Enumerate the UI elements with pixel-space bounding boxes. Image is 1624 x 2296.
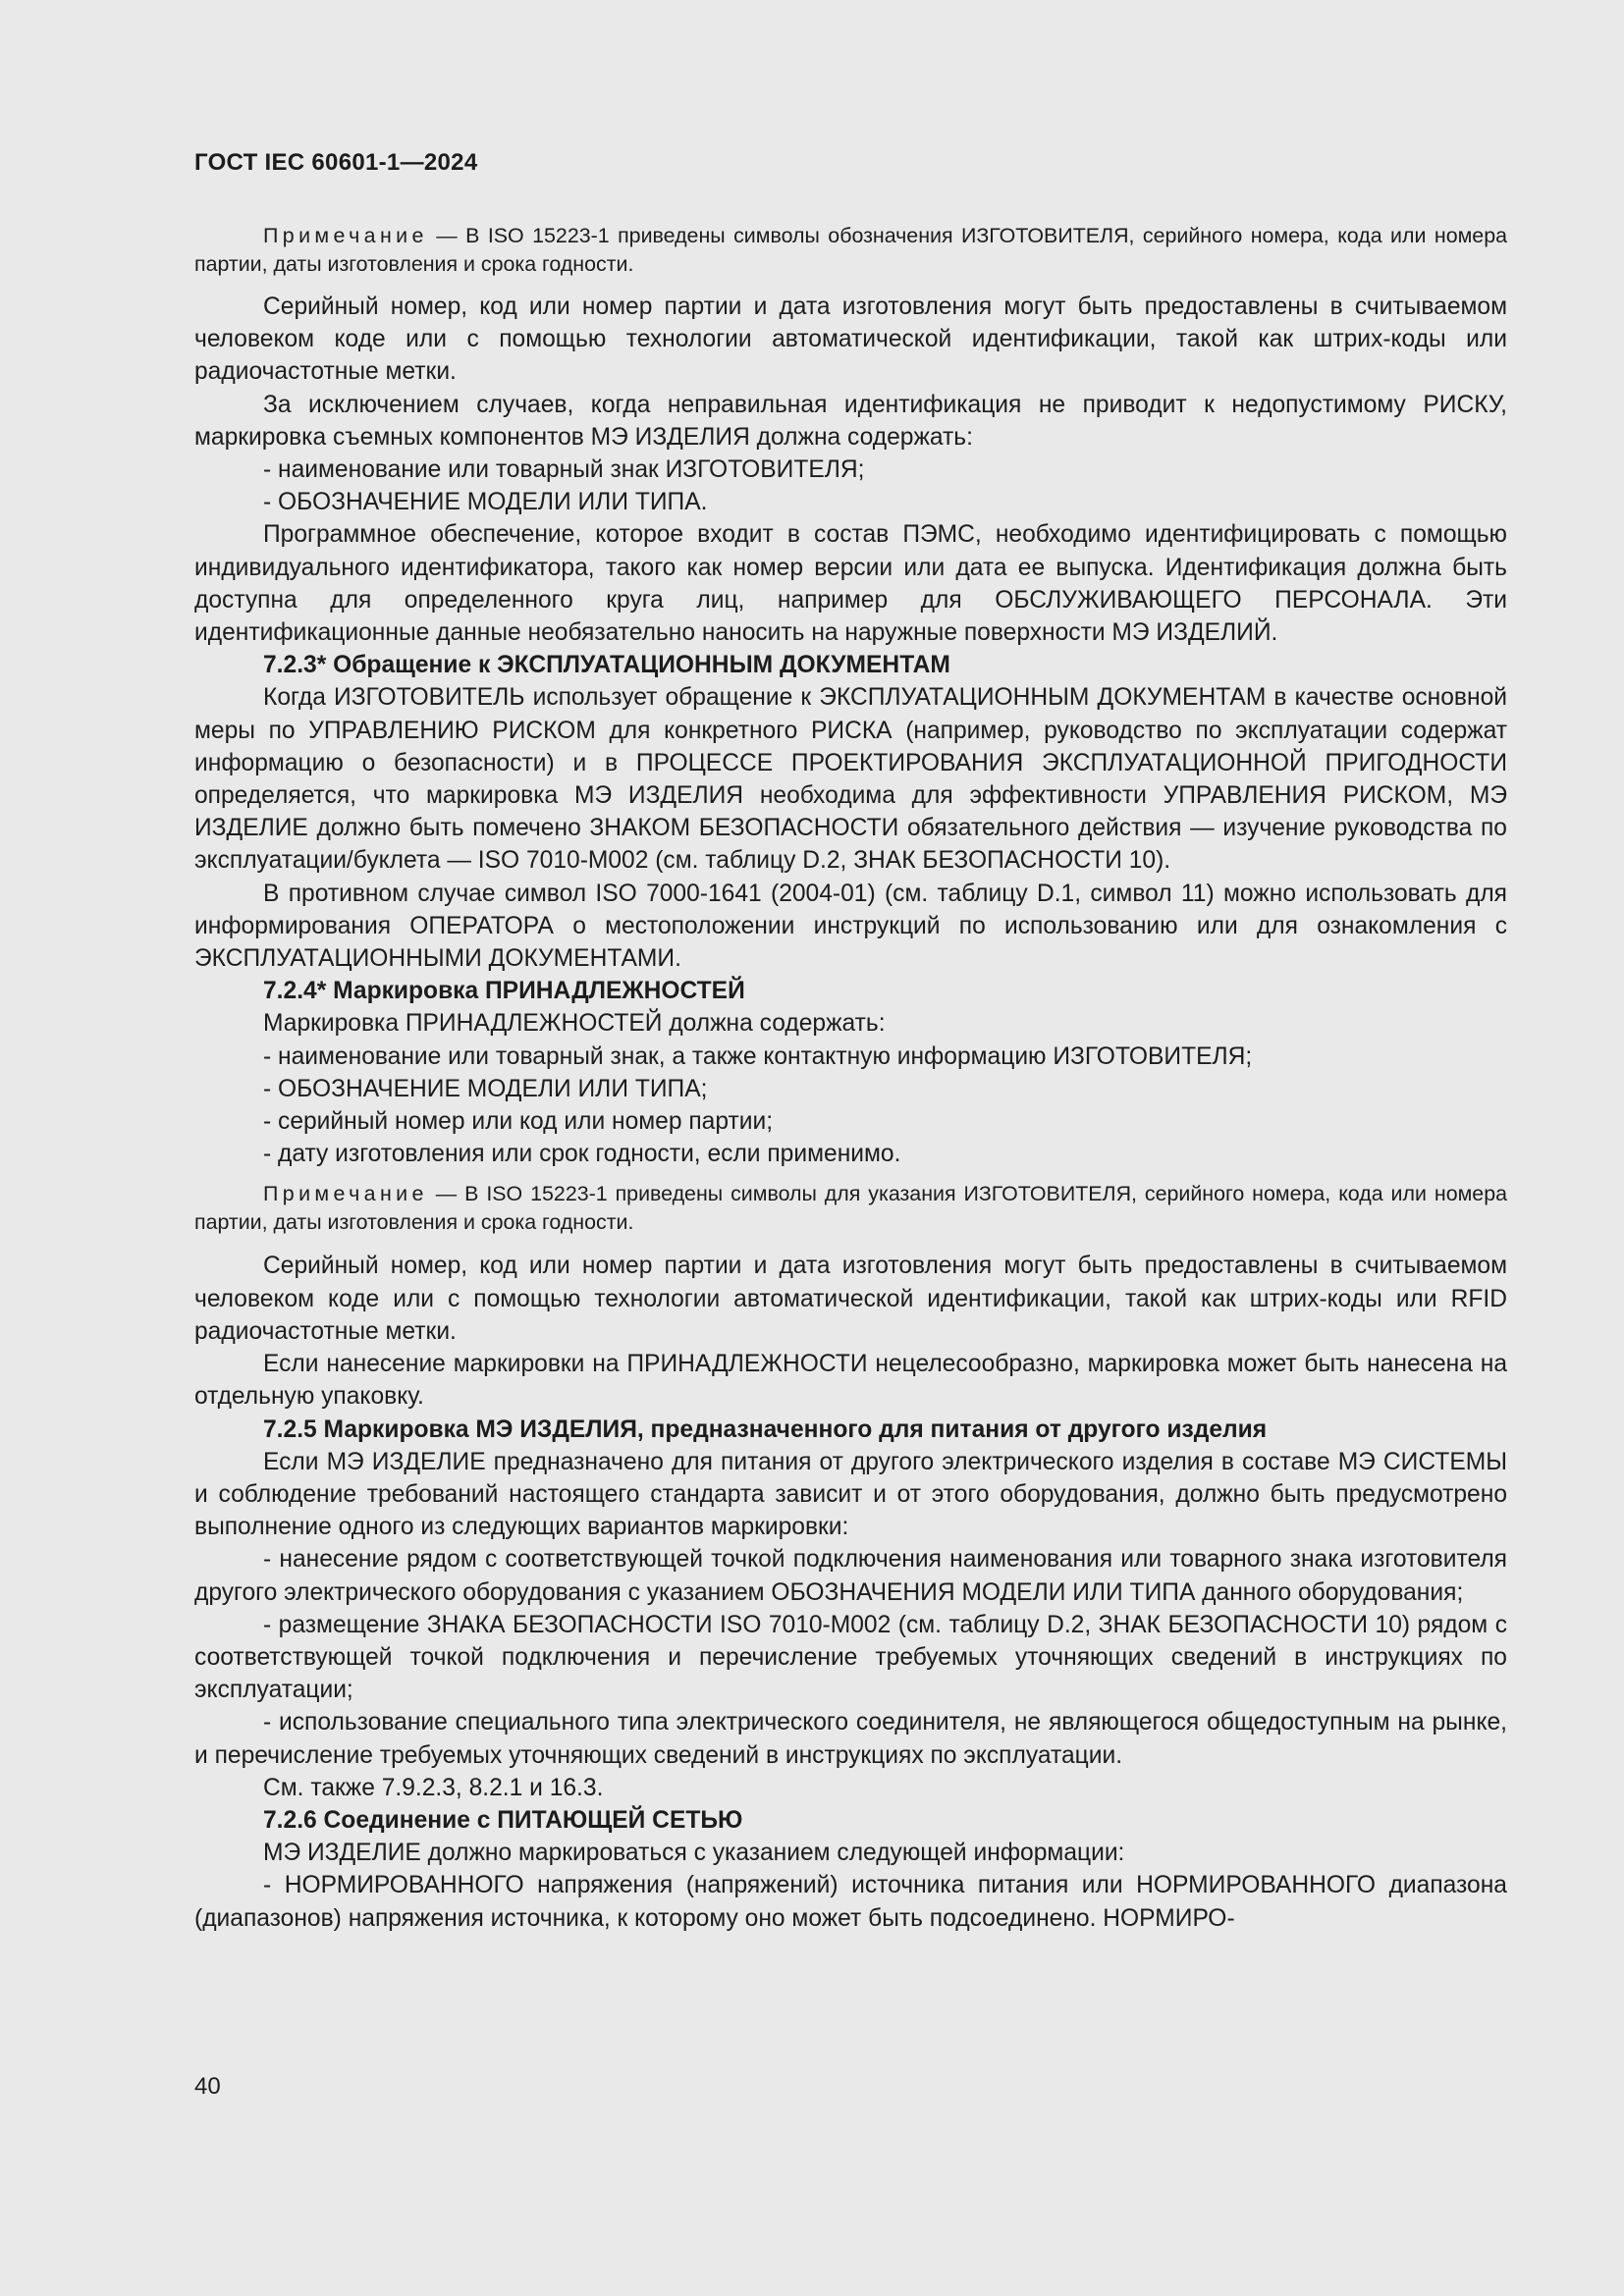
paragraph: См. также 7.9.2.3, 8.2.1 и 16.3. (263, 1774, 604, 1801)
document-header: ГОСТ IEC 60601-1—2024 (194, 149, 478, 176)
list-item: - ОБОЗНАЧЕНИЕ МОДЕЛИ ИЛИ ТИПА; (263, 1075, 708, 1102)
document-body (194, 222, 1507, 1935)
section-heading-7-2-5: 7.2.5 Маркировка МЭ ИЗДЕЛИЯ, предназначенного для питания от другого изделия (263, 1415, 1268, 1443)
paragraph: - размещение ЗНАКА БЕЗОПАСНОСТИ ISO 7010-M002 (см. таблицу D.2, ЗНАК БЕЗОПАСНОСТИ 10) рядом с соответствующей точкой подключения и перечисление требуемых уточняющих сведений в инструкциях по эксплуатации; (194, 1611, 1507, 1704)
paragraph: Маркировка ПРИНАДЛЕЖНОСТЕЙ должна содержать: (263, 1010, 886, 1038)
section-heading-7-2-3: 7.2.3* Обращение к ЭКСПЛУАТАЦИОННЫМ ДОКУМЕНТАМ (263, 652, 950, 679)
note (194, 222, 1507, 279)
paragraph: Программное обеспечение, которое входит в состав ПЭМС, необходимо идентифицировать с помощью индивидуального идентификатора, такого как номер версии или дата ее выпуска. Идентификация должна быть доступна для определенного круга лиц, например для ОБСЛУЖИВАЮЩЕГО ПЕРСОНАЛА. Эти идентификационные данные необязательно наносить на наружные поверхности МЭ ИЗДЕЛИЙ. (194, 521, 1507, 647)
paragraph: - нанесение рядом с соответствующей точкой подключения наименования или товарного знака изготовителя другого электрического оборудования с указанием ОБОЗНАЧЕНИЯ МОДЕЛИ ИЛИ ТИПА данного оборудования; (194, 1546, 1507, 1606)
list-item: - ОБОЗНАЧЕНИЕ МОДЕЛИ ИЛИ ТИПА. (263, 489, 708, 516)
paragraph: Если МЭ ИЗДЕЛИЕ предназначено для питания от другого электрического изделия в составе МЭ СИСТЕМЫ и соблюдение требований настоящего стандарта зависит и от этого оборудования, должно быть предусмотрено выполнение одного из следующих вариантов маркировки: (194, 1448, 1507, 1541)
section-heading-7-2-4: 7.2.4* Маркировка ПРИНАДЛЕЖНОСТЕЙ (263, 978, 745, 1005)
section-heading-7-2-6: 7.2.6 Соединение с ПИТАЮЩЕЙ СЕТЬЮ (263, 1806, 743, 1834)
list-item: - наименование или товарный знак, а также контактную информацию ИЗГОТОВИТЕЛЯ; (263, 1042, 1253, 1070)
paragraph: МЭ ИЗДЕЛИЕ должно маркироваться с указанием следующей информации: (263, 1840, 1125, 1867)
note-text: — В ISO 15223-1 приведены символы для указания ИЗГОТОВИТЕЛЯ, серийного номера, кода или номера партии, даты изготовления и срока годности. (194, 1182, 1507, 1235)
paragraph: - использование специального типа электрического соединителя, не являющегося общедоступным на рынке, и перечисление требуемых уточняющих сведений в инструкциях по эксплуатации. (194, 1709, 1507, 1769)
paragraph: За исключением случаев, когда неправильная идентификация не приводит к недопустимому РИСКУ, маркировка съемных компонентов МЭ ИЗДЕЛИЯ должна содержать: (194, 391, 1507, 451)
list-item: - дату изготовления или срок годности, если применимо. (263, 1141, 901, 1168)
note-text: — В ISO 15223-1 приведены символы обозначения ИЗГОТОВИТЕЛЯ, серийного номера, кода или номера партии, даты изготовления и срока годности. (194, 224, 1507, 276)
note-label: Примечание (263, 224, 428, 247)
paragraph: В противном случае символ ISO 7000-1641 (2004-01) (см. таблицу D.1, символ 11) можно использовать для информирования ОПЕРАТОРА о местоположении инструкций по использованию или для ознакомления с ЭКСПЛУАТАЦИОННЫМИ ДОКУМЕНТАМИ. (194, 880, 1507, 973)
note-label: Примечание (263, 1182, 428, 1206)
list-item: - наименование или товарный знак ИЗГОТОВИТЕЛЯ; (263, 456, 865, 484)
paragraph: Серийный номер, код или номер партии и дата изготовления могут быть предоставлены в считываемом человеком коде или с помощью технологии автоматической идентификации, такой как штрих-коды или радиочастотные метки. (194, 294, 1507, 386)
paragraph: Серийный номер, код или номер партии и дата изготовления могут быть предоставлены в считываемом человеком коде или с помощью технологии автоматической идентификации, такой как штрих-коды или RFID радиочастотные метки. (194, 1253, 1507, 1345)
note (194, 1180, 1507, 1237)
paragraph: Если нанесение маркировки на ПРИНАДЛЕЖНОСТИ нецелесообразно, маркировка может быть нанесена на отдельную упаковку. (194, 1351, 1507, 1411)
paragraph: Когда ИЗГОТОВИТЕЛЬ использует обращение к ЭКСПЛУАТАЦИОННЫМ ДОКУМЕНТАМ в качестве основной меры по УПРАВЛЕНИЮ РИСКОМ для конкретного РИСКА (например, руководство по эксплуатации содержат информацию о безопасности) и в ПРОЦЕССЕ ПРОЕКТИРОВАНИЯ ЭКСПЛУАТАЦИОННОЙ ПРИГОДНОСТИ определяется, что маркировка МЭ ИЗДЕЛИЯ необходима для эффективности УПРАВЛЕНИЯ РИСКОМ, МЭ ИЗДЕЛИЕ должно быть помечено ЗНАКОМ БЕЗОПАСНОСТИ обязательного действия — изучение руководства по эксплуатации/буклета — ISO 7010-M002 (см. таблицу D.2, ЗНАК БЕЗОПАСНОСТИ 10). (194, 684, 1507, 875)
page-number: 40 (194, 2073, 221, 2100)
list-item: - серийный номер или код или номер партии; (263, 1108, 774, 1136)
paragraph: - НОРМИРОВАННОГО напряжения (напряжений) источника питания или НОРМИРОВАННОГО диапазона (диапазонов) напряжения источника, к которому оно может быть подсоединено. НОРМИРО- (194, 1872, 1507, 1932)
